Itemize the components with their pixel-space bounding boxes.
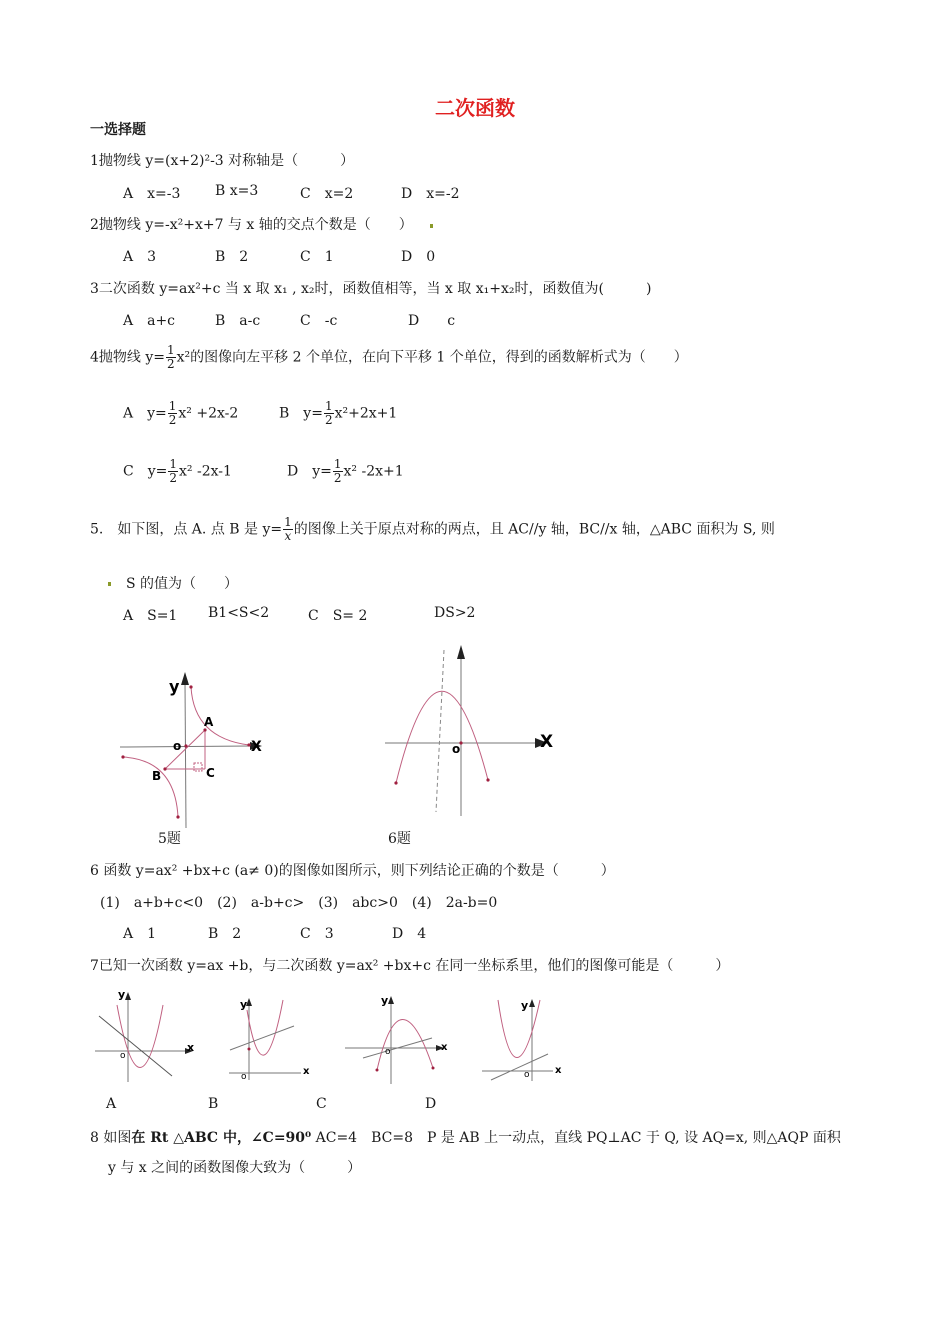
axis-y-label: y	[118, 988, 126, 1001]
figure-5-caption: 5题	[158, 831, 181, 847]
fig5-point-b-label: B	[152, 769, 162, 783]
q4-option-d	[287, 458, 404, 485]
q7-label-c: C	[316, 1096, 327, 1112]
q1-option-a: A x=-3	[123, 186, 181, 202]
axis-x-label: x	[555, 1065, 562, 1076]
axis-y-label: y	[381, 994, 389, 1007]
q4-option-a	[123, 400, 238, 427]
axis-of-symmetry	[436, 650, 444, 812]
stray-mark	[108, 582, 111, 586]
q8-suffix: AC=4 BC=8 P 是 AB 上一动点，直线 PQ⊥AC 于 Q, 设 AQ=x, 则△AQP 面积	[311, 1130, 841, 1146]
curve-endpoint	[176, 815, 179, 818]
fig5-point-c-label: C	[206, 766, 215, 780]
q1-option-d: D x=-2	[401, 186, 460, 202]
curve-endpoint	[189, 685, 192, 688]
q3-option-d: D c	[408, 313, 456, 329]
fraction-denominator: 2	[324, 413, 333, 427]
fraction-numerator: 1	[168, 399, 177, 413]
q6-option-d: D 4	[392, 926, 427, 942]
section-heading: 一选择题	[90, 122, 146, 138]
curve-endpoint	[121, 755, 124, 758]
question-6: 6 函数 y=ax² +bx+c (a≠ 0)的图像如图所示，则下列结论正确的个数是（ ）	[90, 863, 615, 879]
fig5-y-label: y	[169, 677, 180, 696]
q4-option-b	[279, 400, 397, 427]
fraction	[324, 400, 334, 427]
q5-line-2: S 的值为（ ）	[126, 576, 239, 592]
q5-suffix: 的图像上关于原点对称的两点，且 AC//y 轴，BC//x 轴，△ABC 面积为 S, 则	[293, 521, 775, 538]
fraction-denominator: x	[284, 529, 292, 543]
graph-d	[482, 999, 562, 1081]
axis-x-label: x	[441, 1042, 448, 1053]
y-axis-arrow	[125, 992, 131, 1000]
y-axis-arrow	[529, 999, 535, 1007]
q5-option-c: C S= 2	[308, 608, 368, 624]
q6-statements: (1) a+b+c<0 (2) a-b+c> (3) abc>0 (4) 2a-b=0	[100, 895, 498, 911]
q4-suffix: x²的图像向左平移 2 个单位，在向下平移 1 个单位，得到的函数解析式为（ ）	[176, 349, 688, 366]
hyperbola-branch-upper	[191, 687, 249, 745]
fig6-origin-label: o	[452, 742, 461, 756]
q4-option-a-label: A y=	[123, 405, 167, 422]
fraction	[283, 516, 293, 543]
axis-y-label: y	[240, 998, 248, 1011]
q7-label-a: A	[106, 1096, 117, 1112]
y-axis	[185, 682, 186, 828]
graph-c	[345, 994, 448, 1084]
question-7: 7已知一次函数 y=ax +b，与二次函数 y=ax² +bx+c 在同一坐标系里，他们的图像可能是（ ）	[90, 958, 730, 974]
fraction	[168, 458, 178, 485]
graph-b	[229, 998, 310, 1082]
q4-option-b-tail: x²+2x+1	[334, 405, 398, 422]
figure-6-caption: 6题	[388, 831, 411, 847]
fraction-denominator: 2	[169, 471, 177, 485]
parabola-curve	[247, 1000, 283, 1055]
q2-option-d: D 0	[401, 249, 436, 265]
q5-option-b: B1<S<2	[208, 605, 270, 621]
fraction-denominator: 2	[168, 413, 177, 427]
fraction	[333, 458, 343, 485]
fig5-point-a-label: A	[204, 715, 214, 729]
q4-prefix: 4抛物线 y=	[90, 349, 165, 366]
question-2: 2抛物线 y=-x²+x+7 与 x 轴的交点个数是（ ）	[90, 217, 413, 233]
hyperbola-branch-lower	[123, 757, 178, 817]
q2-option-b: B 2	[215, 249, 249, 265]
straight-line	[230, 1026, 294, 1050]
q8-prefix: 8 如图	[90, 1130, 132, 1146]
q1-option-c: C x=2	[300, 186, 354, 202]
fig5-x-label: X	[251, 739, 262, 755]
fraction-numerator: 1	[324, 399, 333, 413]
graph-a	[95, 988, 194, 1082]
parabola-curve	[396, 691, 488, 783]
q8-bold-text: 在 Rt △ABC 中，∠C=90⁰	[131, 1130, 312, 1146]
fraction-numerator: 1	[284, 515, 292, 529]
q5-option-d: DS>2	[434, 605, 476, 621]
origin-label: o	[120, 1051, 126, 1061]
y-axis-arrow	[181, 672, 189, 685]
q5-prefix: 5. 如下图，点 A. 点 B 是 y=	[90, 521, 283, 538]
axis-x-label: x	[187, 1041, 195, 1054]
q6-option-a: A 1	[123, 926, 157, 942]
fraction-numerator: 1	[167, 343, 175, 357]
question-8	[90, 1127, 841, 1147]
axis-y-label: y	[521, 999, 529, 1012]
q3-option-c: C -c	[300, 313, 338, 329]
figure-6-graph	[380, 640, 560, 820]
q4-option-d-tail: x² -2x+1	[343, 463, 404, 480]
fraction-numerator: 1	[169, 457, 177, 471]
curve-endpoint	[432, 1067, 435, 1070]
origin-label: o	[241, 1072, 247, 1082]
q4-option-a-tail: x² +2x-2	[178, 405, 239, 422]
axis-x-label: x	[303, 1066, 310, 1077]
q7-label-b: B	[208, 1096, 219, 1112]
curve-endpoint	[394, 781, 397, 784]
question-4	[90, 344, 688, 371]
q4-option-c-tail: x² -2x-1	[179, 463, 232, 480]
question-3: 3二次函数 y=ax²+c 当 x 取 x₁ , x₂时，函数值相等，当 x 取 x₁+x₂时，函数值为( )	[90, 281, 652, 297]
q4-option-d-label: D y=	[287, 463, 332, 480]
fraction	[166, 344, 176, 371]
fraction-denominator: 2	[167, 357, 175, 371]
q3-option-b: B a-c	[215, 313, 261, 329]
intercept-point	[248, 1048, 251, 1051]
fig5-origin-label: o	[173, 739, 182, 753]
fraction-denominator: 2	[333, 471, 342, 485]
q7-label-d: D	[425, 1096, 437, 1112]
fraction-numerator: 1	[333, 457, 342, 471]
page-title: 二次函数	[435, 96, 515, 120]
q4-option-c-label: C y=	[123, 463, 168, 480]
straight-line	[99, 1016, 172, 1076]
y-axis-arrow	[388, 996, 394, 1004]
figure-7-graphs	[90, 980, 580, 1090]
q5-option-a: A S=1	[123, 608, 178, 624]
origin-label: o	[385, 1047, 391, 1057]
stray-mark	[430, 224, 433, 228]
parabola-curve	[498, 1000, 540, 1058]
q3-option-a: A a+c	[123, 313, 176, 329]
curve-endpoint	[486, 778, 489, 781]
q6-option-c: C 3	[300, 926, 334, 942]
question-1: 1抛物线 y=(x+2)²-3 对称轴是（ ）	[90, 153, 355, 169]
point-b	[163, 767, 166, 770]
origin-label: o	[524, 1070, 530, 1080]
parabola-curve	[377, 1019, 433, 1070]
origin-point	[184, 744, 187, 747]
q2-option-a: A 3	[123, 249, 157, 265]
fraction	[168, 400, 178, 427]
q4-option-b-label: B y=	[279, 405, 323, 422]
right-angle-marker	[194, 763, 202, 771]
q6-option-b: B 2	[208, 926, 242, 942]
fig6-x-label: X	[540, 732, 554, 752]
curve-endpoint	[376, 1069, 379, 1072]
q8-line-2: y 与 x 之间的函数图像大致为（ ）	[108, 1160, 362, 1176]
figure-5-graph	[110, 660, 280, 830]
q1-option-b: B x=3	[215, 183, 259, 199]
y-axis-arrow	[457, 645, 465, 659]
straight-line	[491, 1054, 548, 1080]
question-5	[90, 516, 775, 543]
q2-option-c: C 1	[300, 249, 334, 265]
q4-option-c	[123, 458, 232, 485]
